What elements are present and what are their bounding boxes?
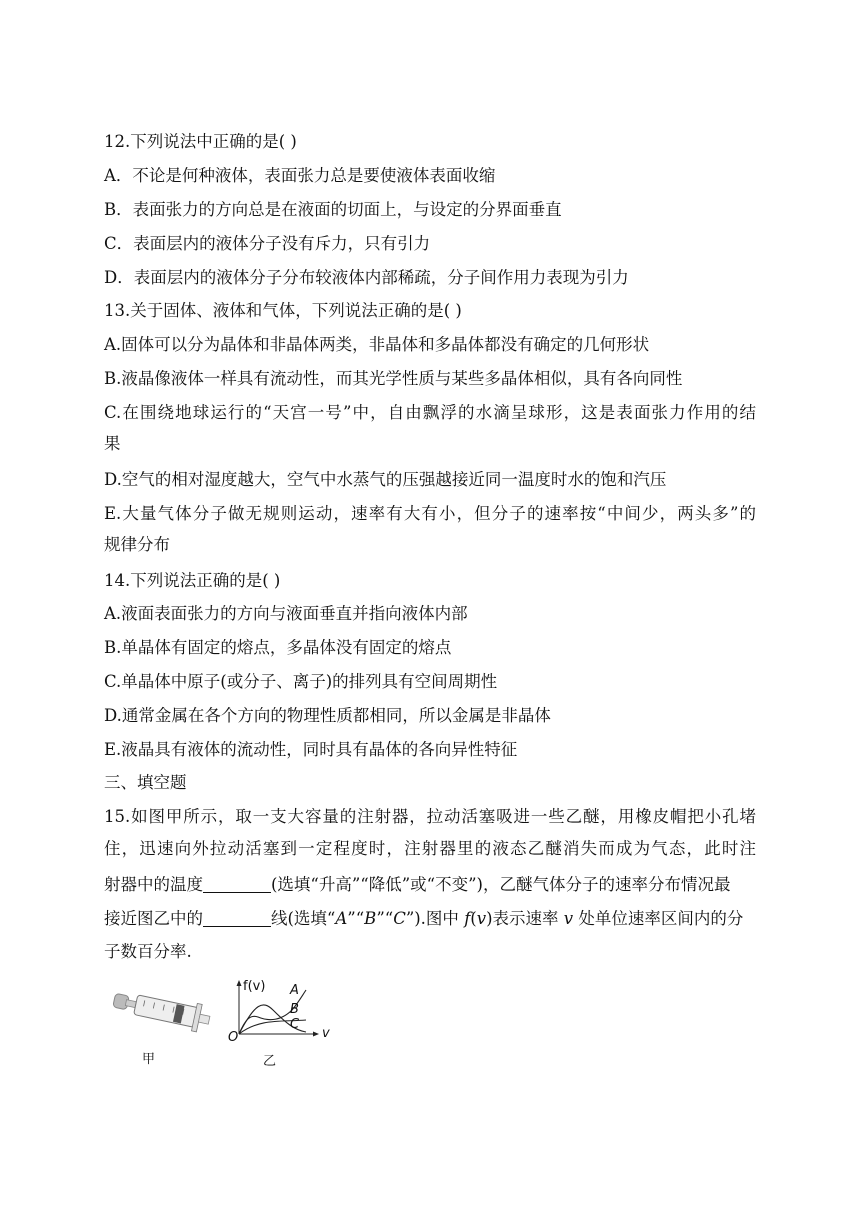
q13-option-a: A.固体可以分为晶体和非晶体两类，非晶体和多晶体都没有确定的几何形状	[104, 335, 650, 354]
option-a-label: A	[335, 909, 348, 928]
q15-line1: 15.如图甲所示，取一支大容量的注射器，拉动活塞吸进一些乙醚，用橡皮帽把小孔堵	[104, 807, 756, 826]
quote-sep-1: ”“	[347, 909, 365, 928]
figure-group	[110, 978, 340, 1078]
q13-option-e-line1: E.大量气体分子做无规则运动，速率有大有小，但分子的速率按“中间少，两头多”的	[104, 504, 756, 523]
answer-blank-temperature[interactable]	[203, 876, 271, 893]
q15-line4-text-a: 接近图乙中的	[104, 909, 203, 928]
q13-option-e-line2: 规律分布	[104, 535, 170, 554]
q12-stem: 12.下列说法中正确的是( )	[104, 132, 297, 151]
q15-line5: 子数百分率.	[104, 942, 192, 961]
paren-close: )	[486, 909, 493, 928]
x-axis-arrow	[313, 1032, 319, 1037]
syringe-barrel	[134, 995, 199, 1027]
q13-option-c-line1: C.在围绕地球运行的“天宫一号”中，自由飘浮的水滴呈球形，这是表面张力作用的结	[104, 403, 756, 422]
figure-yi-label: 乙	[263, 1054, 277, 1069]
syringe-plunger-rod	[198, 1014, 209, 1024]
q15-line3	[104, 874, 756, 896]
q15-line2: 住，迅速向外拉动活塞到一定程度时，注射器里的液态乙醚消失而成为气态，此时注	[104, 839, 756, 858]
q15-line4-text-c: ”).图中	[405, 909, 465, 928]
q14-stem: 14.下列说法正确的是( )	[104, 571, 281, 590]
q15-line4-text-e: 处单位速率区间内的分	[573, 909, 744, 928]
q14-option-e: E.液晶具有液体的流动性，同时具有晶体的各向异性特征	[104, 740, 518, 759]
q14-option-a: A.液面表面张力的方向与液面垂直并指向液体内部	[104, 604, 468, 623]
q15-line4-text-d: 表示速率	[492, 909, 564, 928]
q14-option-d: D.通常金属在各个方向的物理性质都相同，所以金属是非晶体	[104, 706, 551, 725]
answer-blank-curve[interactable]	[203, 910, 271, 927]
q12-option-a: A．不论是何种液体，表面张力总是要使液体表面收缩	[104, 166, 496, 185]
q15-line4	[104, 908, 756, 930]
function-variable-v: v	[476, 909, 487, 928]
q15-line3-text-b: (选填“升高”“降低”或“不变”)，乙醚气体分子的速率分布情况最	[271, 875, 731, 894]
q15-line3-text-a: 射器中的温度	[104, 875, 203, 894]
curve-b-label: B	[290, 1002, 299, 1017]
q13-option-b: B.液晶像液体一样具有流动性，而其光学性质与某些多晶体相似，具有各向同性	[104, 369, 683, 388]
syringe-illustration	[111, 986, 212, 1034]
curve-c-label: C	[290, 1017, 300, 1032]
q13-stem: 13.关于固体、液体和气体，下列说法正确的是( )	[104, 301, 462, 320]
q15-line4-text-b: 线(选填“	[271, 909, 336, 928]
option-b-label: B	[364, 909, 377, 928]
quote-sep-2: ”“	[376, 909, 394, 928]
axis-x-label: v	[322, 1026, 330, 1041]
q12-option-d: D．表面层内的液体分子分布较液体内部稀疏，分子间作用力表现为引力	[104, 268, 629, 287]
curve-a-label: A	[290, 983, 299, 998]
q13-option-d: D.空气的相对湿度越大，空气中水蒸气的压强越接近同一温度时水的饱和汽压	[104, 470, 667, 489]
axis-y-label: f(v)	[243, 979, 266, 994]
q12-option-c: C．表面层内的液体分子没有斥力，只有引力	[104, 234, 431, 253]
paren-open: (	[470, 909, 477, 928]
option-c-label: C	[393, 909, 406, 928]
q13-option-c-line2: 果	[104, 434, 121, 453]
q14-option-b: B.单晶体有固定的熔点，多晶体没有固定的熔点	[104, 638, 452, 657]
figure-jia-label: 甲	[142, 1052, 156, 1067]
y-axis-arrow	[237, 980, 242, 986]
origin-label: O	[228, 1030, 239, 1045]
function-f: f	[464, 909, 471, 928]
section-heading: 三、填空题	[104, 773, 187, 792]
q12-option-b: B．表面张力的方向总是在液面的切面上，与设定的分界面垂直	[104, 200, 562, 219]
speed-variable-v: v	[563, 909, 574, 928]
q14-option-c: C.单晶体中原子(或分子、离子)的排列具有空间周期性	[104, 672, 498, 691]
